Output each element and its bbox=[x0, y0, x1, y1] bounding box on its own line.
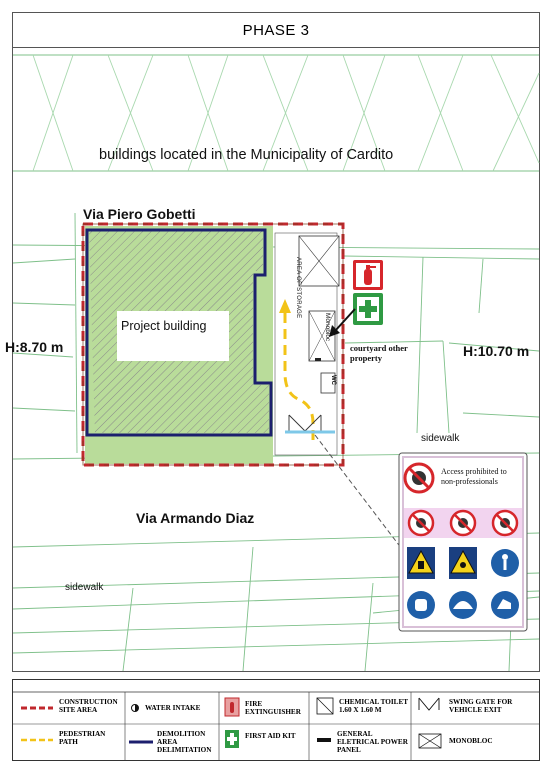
sidewalk-right-label: sidewalk bbox=[421, 433, 460, 444]
monobloc-label: Monobloc bbox=[324, 313, 331, 342]
municipality-label: buildings located in the Municipality of Cardito bbox=[99, 147, 394, 163]
site-plan bbox=[13, 13, 539, 671]
access-prohibited-text: Access prohibited to non-professionals bbox=[441, 467, 507, 486]
legend-construction-site: CONSTRUCTION SITE AREA bbox=[59, 698, 118, 714]
legend-grid bbox=[13, 680, 539, 760]
storage-area bbox=[299, 236, 339, 286]
drawing-frame bbox=[5, 12, 540, 672]
legend-demolition-area: DEMOLITION AREA DELIMITATION bbox=[157, 730, 212, 754]
street-top-label: Via Piero Gobetti bbox=[83, 206, 196, 222]
legend-monobloc: MONOBLOC bbox=[449, 737, 493, 745]
project-building-label: Project building bbox=[121, 319, 207, 333]
height-left-label: H:8.70 m bbox=[5, 339, 64, 355]
legend-water-intake: WATER INTAKE bbox=[145, 704, 201, 712]
sidewalk-left-label: sidewalk bbox=[65, 582, 104, 593]
legend-fire-extinguisher: FIRE EXTINGUISHER bbox=[245, 700, 301, 716]
electrical-panel-mark bbox=[315, 358, 321, 361]
street-bottom-label: Via Armando Diaz bbox=[136, 510, 255, 526]
legend-pedestrian-path: PEDESTRIAN PATH bbox=[59, 730, 106, 746]
legend-chemical-toilet: CHEMICAL TOILET 1.60 X 1.60 M bbox=[339, 698, 408, 714]
signs-pointer bbox=[335, 309, 355, 331]
first-aid-sign bbox=[353, 293, 383, 325]
height-right-label: H:10.70 m bbox=[463, 343, 530, 359]
fire-extinguisher-sign bbox=[353, 260, 383, 290]
legend-swing-gate: SWING GATE FOR VEHICLE EXIT bbox=[449, 698, 513, 714]
storage-label: AREA OF STORAGE bbox=[295, 257, 301, 319]
legend-first-aid-kit: FIRST AID KIT bbox=[245, 732, 296, 740]
courtyard-label: courtyard other property bbox=[350, 343, 408, 363]
wc-label: WC bbox=[330, 375, 336, 385]
phase-title: PHASE 3 bbox=[13, 13, 539, 48]
legend-electrical-panel: GENERAL ELETRICAL POWER PANEL bbox=[337, 730, 408, 754]
legend bbox=[12, 679, 540, 761]
